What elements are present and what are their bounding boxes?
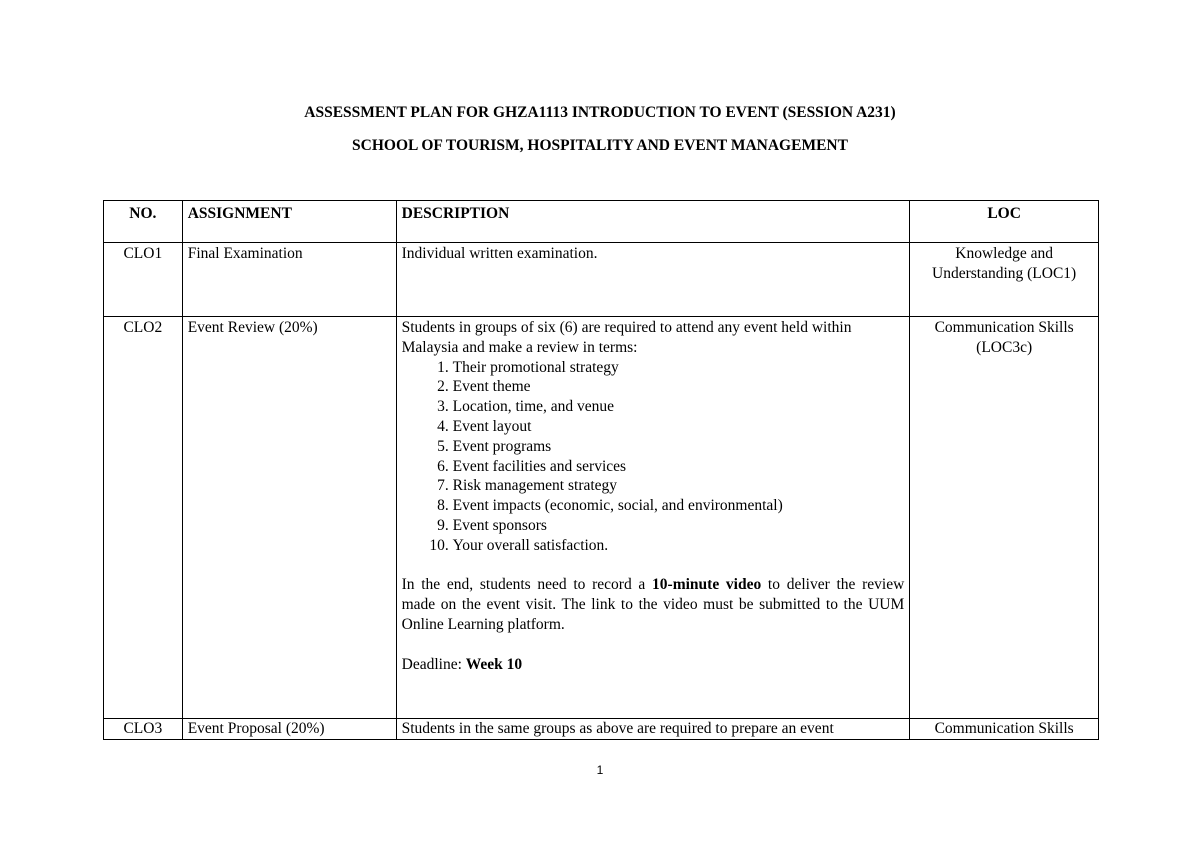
row-no: CLO1 <box>104 243 183 317</box>
list-item: 9. Event sponsors <box>453 516 905 536</box>
assessment-table <box>103 200 1099 740</box>
document-title: ASSESSMENT PLAN FOR GHZA1113 INTRODUCTION TO EVENT (SESSION A231) <box>304 104 896 121</box>
description-intro: Students in groups of six (6) are required to attend any event held within Malaysia and make a review in terms: <box>401 319 852 356</box>
row-loc: Communication Skills <box>910 719 1099 740</box>
header-no: NO. <box>104 201 183 243</box>
row-no: CLO3 <box>104 719 183 740</box>
review-criteria-list <box>402 358 905 556</box>
list-item: 7. Risk management strategy <box>453 476 905 496</box>
video-duration: 10-minute video <box>652 576 762 594</box>
header-loc: LOC <box>910 201 1099 243</box>
table-row <box>104 317 1099 719</box>
table-row <box>104 243 1099 317</box>
list-item: 2. Event theme <box>453 377 905 397</box>
table-header-row <box>104 201 1099 243</box>
list-item: 5. Event programs <box>453 437 905 457</box>
row-loc: Knowledge and Understanding (LOC1) <box>910 243 1099 317</box>
school-name: SCHOOL OF TOURISM, HOSPITALITY AND EVENT MANAGEMENT <box>352 137 848 154</box>
row-description <box>396 317 910 719</box>
row-loc: Communication Skills (LOC3c) <box>910 317 1099 719</box>
page-number: 1 <box>596 763 604 777</box>
list-item: 3. Location, time, and venue <box>453 397 905 417</box>
list-item: 6. Event facilities and services <box>453 457 905 477</box>
header-assignment: ASSIGNMENT <box>182 201 396 243</box>
row-assignment: Event Review (20%) <box>182 317 396 719</box>
header-description: DESCRIPTION <box>396 201 910 243</box>
row-description: Students in the same groups as above are required to prepare an event <box>396 719 910 740</box>
list-item: 4. Event layout <box>453 417 905 437</box>
video-instructions: In the end, students need to record a 10-minute video to deliver the review made on the event visit. The link to the video must be submitted to the UUM Online Learning platform. <box>401 576 905 633</box>
table-row <box>104 719 1099 740</box>
deadline: Deadline: Week 10 <box>401 655 523 673</box>
list-item: 8. Event impacts (economic, social, and environmental) <box>453 496 905 516</box>
row-assignment: Final Examination <box>182 243 396 317</box>
deadline-value: Week 10 <box>465 655 523 673</box>
list-item: 10. Your overall satisfaction. <box>453 536 905 556</box>
list-item: 1. Their promotional strategy <box>453 358 905 378</box>
row-assignment: Event Proposal (20%) <box>182 719 396 740</box>
row-description: Individual written examination. <box>396 243 910 317</box>
row-no: CLO2 <box>104 317 183 719</box>
